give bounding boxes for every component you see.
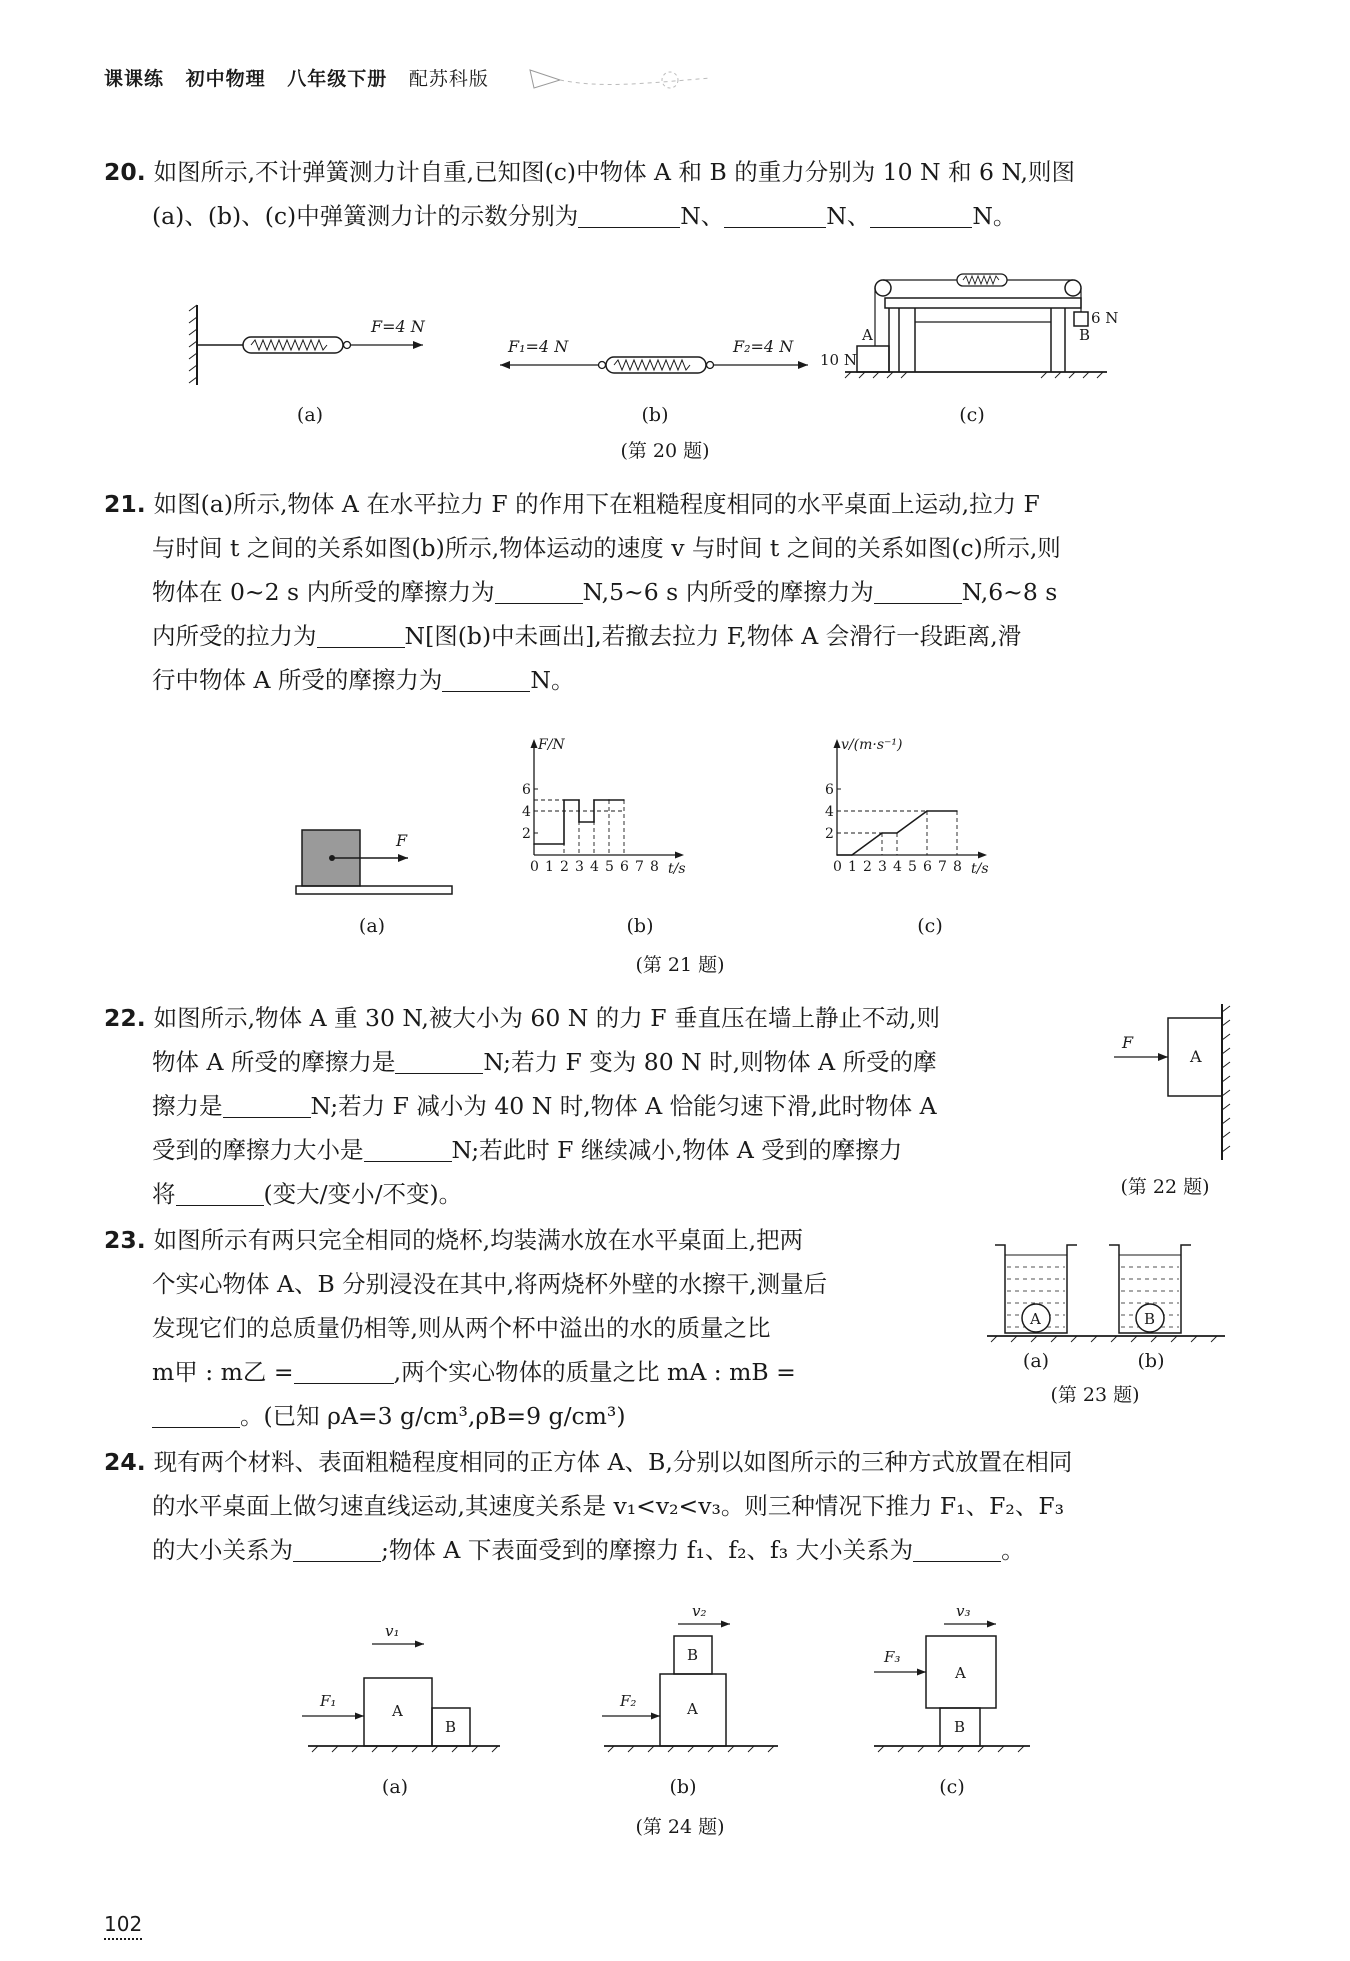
q20-line1: 如图所示,不计弹簧测力计自重,已知图(c)中物体 A 和 B 的重力分别为 10 N 和 6 N,则图 bbox=[153, 158, 1075, 186]
fig24a-label-a: A bbox=[392, 1702, 403, 1720]
fig20c-label-b: B bbox=[1079, 326, 1091, 344]
q22-line3b: N;若力 F 减小为 40 N 时,物体 A 恰能匀速下滑,此时物体 A bbox=[310, 1092, 937, 1120]
answer-blank[interactable] bbox=[317, 619, 405, 648]
question-24 bbox=[104, 1440, 1234, 1572]
question-number: 23. bbox=[104, 1226, 146, 1254]
fig22-block-pressed-on-wall bbox=[1110, 1000, 1250, 1170]
x-axis-arrow bbox=[675, 852, 684, 859]
fig22-title: (第 22 题) bbox=[1120, 1176, 1210, 1198]
x-tick-label: 8 bbox=[953, 859, 962, 875]
answer-blank[interactable] bbox=[442, 663, 530, 692]
q21-line3a: 物体在 0~2 s 内所受的摩擦力为 bbox=[152, 578, 495, 606]
answer-blank[interactable] bbox=[223, 1089, 311, 1118]
y-axis-label: v/(m·s⁻¹) bbox=[841, 737, 903, 753]
data-point bbox=[593, 821, 595, 823]
fig24c-force: F₃ bbox=[884, 1648, 901, 1666]
grade-name: 八年级下册 bbox=[287, 68, 388, 90]
unit-text: N。 bbox=[972, 202, 1017, 230]
answer-blank[interactable] bbox=[874, 575, 962, 604]
edition-name: 配苏科版 bbox=[408, 68, 489, 90]
question-21 bbox=[104, 482, 1234, 702]
x-tick-label: 6 bbox=[923, 859, 932, 875]
answer-blank[interactable] bbox=[152, 1399, 240, 1428]
question-number: 20. bbox=[104, 158, 146, 186]
x-tick-label: 0 bbox=[833, 859, 842, 875]
fig21a-block-on-table bbox=[292, 820, 462, 900]
x-axis-label: t/s bbox=[668, 861, 686, 877]
fig21a-force-label: F bbox=[396, 831, 408, 850]
fig24a-blocks-side-by-side bbox=[300, 1620, 510, 1760]
q21-line1: 如图(a)所示,物体 A 在水平拉力 F 的作用下在粗糙程度相同的水平桌面上运动,拉力 F bbox=[153, 490, 1040, 518]
fig20b-f2-label: F₂=4 N bbox=[733, 337, 794, 356]
fig24b-force: F₂ bbox=[620, 1692, 637, 1710]
q22-line2a: 物体 A 所受的摩擦力是 bbox=[152, 1048, 396, 1076]
q22-line4a: 受到的摩擦力大小是 bbox=[152, 1136, 364, 1164]
data-point bbox=[563, 843, 565, 845]
data-point bbox=[836, 854, 838, 856]
question-23 bbox=[104, 1218, 934, 1438]
data-point bbox=[623, 799, 625, 801]
y-tick-label: 2 bbox=[522, 826, 531, 842]
q24-line2: 的水平桌面上做匀速直线运动,其速度关系是 v₁<v₂<v₃。则三种情况下推力 F₁、F₂、F₃ bbox=[152, 1492, 1065, 1520]
question-20 bbox=[104, 150, 1234, 238]
data-point bbox=[956, 810, 958, 812]
fig21a-caption: (a) bbox=[358, 915, 386, 937]
q24-line3a: 的大小关系为 bbox=[152, 1536, 293, 1564]
y-axis-arrow bbox=[531, 739, 538, 748]
x-tick-label: 4 bbox=[893, 859, 902, 875]
fig22-force-label: F bbox=[1122, 1033, 1134, 1052]
x-tick-label: 5 bbox=[605, 859, 614, 875]
q24-line3c: 。 bbox=[1001, 1536, 1025, 1564]
q23-line2: 个实心物体 A、B 分别浸没在其中,将两烧杯外壁的水擦干,测量后 bbox=[152, 1270, 828, 1298]
answer-blank[interactable] bbox=[724, 199, 826, 228]
y-tick-label: 6 bbox=[522, 782, 531, 798]
q24-line1: 现有两个材料、表面粗糙程度相同的正方体 A、B,分别以如图所示的三种方式放置在相同 bbox=[153, 1448, 1073, 1476]
x-tick-label: 5 bbox=[908, 859, 917, 875]
y-tick-label: 2 bbox=[825, 826, 834, 842]
x-axis-arrow bbox=[978, 852, 987, 859]
q21-line5a: 行中物体 A 所受的摩擦力为 bbox=[152, 666, 443, 694]
q21-line4a: 内所受的拉力为 bbox=[152, 622, 317, 650]
x-tick-label: 1 bbox=[545, 859, 554, 875]
q22-line5a: 将 bbox=[152, 1180, 176, 1208]
answer-blank[interactable] bbox=[176, 1177, 264, 1206]
fig24b-label-a: A bbox=[687, 1700, 698, 1718]
q23-line4b: ,两个实心物体的质量之比 mA : mB = bbox=[393, 1358, 796, 1386]
fig24b-caption: (b) bbox=[669, 1776, 697, 1798]
q23-line1: 如图所示有两只完全相同的烧杯,均装满水放在水平桌面上,把两 bbox=[153, 1226, 804, 1254]
answer-blank[interactable] bbox=[293, 1533, 381, 1562]
q22-line2b: N;若力 F 变为 80 N 时,则物体 A 所受的摩 bbox=[483, 1048, 937, 1076]
data-point bbox=[608, 799, 610, 801]
fig21b-force-time-chart bbox=[510, 735, 740, 895]
fig23a-caption: (a) bbox=[1022, 1350, 1050, 1372]
y-tick-label: 4 bbox=[825, 804, 834, 820]
x-tick-label: 6 bbox=[620, 859, 629, 875]
fig23-object-b: B bbox=[1144, 1310, 1156, 1328]
answer-blank[interactable] bbox=[913, 1533, 1001, 1562]
data-point bbox=[578, 821, 580, 823]
fig20b-f1-label: F₁=4 N bbox=[508, 337, 569, 356]
x-tick-label: 4 bbox=[590, 859, 599, 875]
x-axis-label: t/s bbox=[971, 861, 989, 877]
q22-line1: 如图所示,物体 A 重 30 N,被大小为 60 N 的力 F 垂直压在墙上静止不动,则 bbox=[153, 1004, 940, 1032]
data-point bbox=[533, 843, 535, 845]
fig20c-weight-b: 6 N bbox=[1091, 309, 1119, 327]
fig20b-caption: (b) bbox=[641, 404, 669, 426]
answer-blank[interactable] bbox=[294, 1355, 394, 1384]
fig24b-b-stacked-on-a bbox=[600, 1600, 780, 1760]
x-tick-label: 3 bbox=[575, 859, 584, 875]
subject-name: 初中物理 bbox=[185, 68, 266, 90]
q21-line5b: N。 bbox=[530, 666, 575, 694]
data-point bbox=[578, 799, 580, 801]
answer-blank[interactable] bbox=[578, 199, 680, 228]
data-point bbox=[881, 832, 883, 834]
q21-line3b: N,5~6 s 内所受的摩擦力为 bbox=[582, 578, 874, 606]
unit-text: N、 bbox=[826, 202, 871, 230]
x-tick-label: 8 bbox=[650, 859, 659, 875]
fig20a-force-label: F=4 N bbox=[371, 317, 425, 336]
paper-plane-decoration bbox=[520, 58, 720, 98]
fig24a-caption: (a) bbox=[381, 1776, 409, 1798]
fig24c-caption: (c) bbox=[939, 1776, 965, 1798]
y-tick-label: 6 bbox=[825, 782, 834, 798]
fig20c-label-a: A bbox=[862, 326, 873, 344]
series-name: 课课练 bbox=[104, 68, 165, 90]
q22-line5b: (变大/变小/不变)。 bbox=[263, 1180, 463, 1208]
q23-line5: 。(已知 ρA=3 g/cm³,ρB=9 g/cm³) bbox=[240, 1402, 626, 1430]
x-tick-label: 1 bbox=[848, 859, 857, 875]
q23-line3: 发现它们的总质量仍相等,则从两个杯中溢出的水的质量之比 bbox=[152, 1314, 771, 1342]
fig24-title: (第 24 题) bbox=[635, 1816, 725, 1838]
page-header bbox=[104, 64, 503, 91]
fig23b-caption: (b) bbox=[1137, 1350, 1165, 1372]
data-point bbox=[896, 832, 898, 834]
fig24c-velocity: v₃ bbox=[956, 1602, 971, 1620]
fig20c-table-pulley bbox=[815, 260, 1119, 390]
fig21c-velocity-time-chart bbox=[813, 735, 1053, 895]
question-22 bbox=[104, 996, 1084, 1216]
data-point bbox=[851, 854, 853, 856]
question-number: 24. bbox=[104, 1448, 146, 1476]
fig20a-spring-scale-wall bbox=[185, 295, 445, 395]
data-point bbox=[926, 810, 928, 812]
y-axis-label: F/N bbox=[538, 737, 565, 753]
fig24a-label-b: B bbox=[445, 1718, 457, 1736]
fig24a-force: F₁ bbox=[320, 1692, 337, 1710]
q21-line2: 与时间 t 之间的关系如图(b)所示,物体运动的速度 v 与时间 t 之间的关系如图(c)所示,则 bbox=[152, 534, 1061, 562]
fig20b-spring-scale-two-forces bbox=[498, 330, 818, 390]
fig23-title: (第 23 题) bbox=[1050, 1384, 1140, 1406]
fig24c-label-a: A bbox=[955, 1664, 966, 1682]
fig21b-caption: (b) bbox=[626, 915, 654, 937]
fig21-title: (第 21 题) bbox=[635, 954, 725, 976]
y-tick-label: 4 bbox=[522, 804, 531, 820]
answer-blank[interactable] bbox=[395, 1045, 483, 1074]
page-number: 102 bbox=[104, 1912, 142, 1940]
fig24a-velocity: v₁ bbox=[385, 1622, 400, 1640]
fig20a-caption: (a) bbox=[296, 404, 324, 426]
x-tick-label: 0 bbox=[530, 859, 539, 875]
fig23-object-a: A bbox=[1030, 1310, 1041, 1328]
fig20-title: (第 20 题) bbox=[620, 440, 710, 462]
x-tick-label: 2 bbox=[560, 859, 569, 875]
fig24b-label-b: B bbox=[687, 1646, 699, 1664]
fig22-block-label: A bbox=[1190, 1047, 1202, 1066]
fig21c-caption: (c) bbox=[917, 915, 943, 937]
data-point bbox=[593, 799, 595, 801]
fig20c-caption: (c) bbox=[959, 404, 985, 426]
question-number: 21. bbox=[104, 490, 146, 518]
x-tick-label: 3 bbox=[878, 859, 887, 875]
fig24c-a-stacked-on-b bbox=[870, 1600, 1050, 1760]
x-tick-label: 2 bbox=[863, 859, 872, 875]
answer-blank[interactable] bbox=[495, 575, 583, 604]
q21-line3c: N,6~8 s bbox=[961, 578, 1058, 606]
answer-blank[interactable] bbox=[870, 199, 972, 228]
question-number: 22. bbox=[104, 1004, 146, 1032]
x-tick-label: 7 bbox=[938, 859, 947, 875]
q24-line3b: ;物体 A 下表面受到的摩擦力 f₁、f₂、f₃ 大小关系为 bbox=[381, 1536, 914, 1564]
data-point bbox=[563, 799, 565, 801]
q22-line3a: 擦力是 bbox=[152, 1092, 223, 1120]
x-tick-label: 7 bbox=[635, 859, 644, 875]
fig23-two-beakers bbox=[985, 1225, 1235, 1355]
y-axis-arrow bbox=[834, 739, 841, 748]
unit-text: N、 bbox=[680, 202, 725, 230]
q20-line2: (a)、(b)、(c)中弹簧测力计的示数分别为 bbox=[152, 202, 579, 230]
fig24b-velocity: v₂ bbox=[692, 1602, 707, 1620]
answer-blank[interactable] bbox=[364, 1133, 452, 1162]
q23-line4a: m甲 : m乙 = bbox=[152, 1358, 294, 1386]
fig20c-weight-a: 10 N bbox=[820, 351, 857, 369]
fig24c-label-b: B bbox=[954, 1718, 966, 1736]
q21-line4b: N[图(b)中未画出],若撤去拉力 F,物体 A 会滑行一段距离,滑 bbox=[404, 622, 1022, 650]
q22-line4b: N;若此时 F 继续减小,物体 A 受到的摩擦力 bbox=[451, 1136, 903, 1164]
